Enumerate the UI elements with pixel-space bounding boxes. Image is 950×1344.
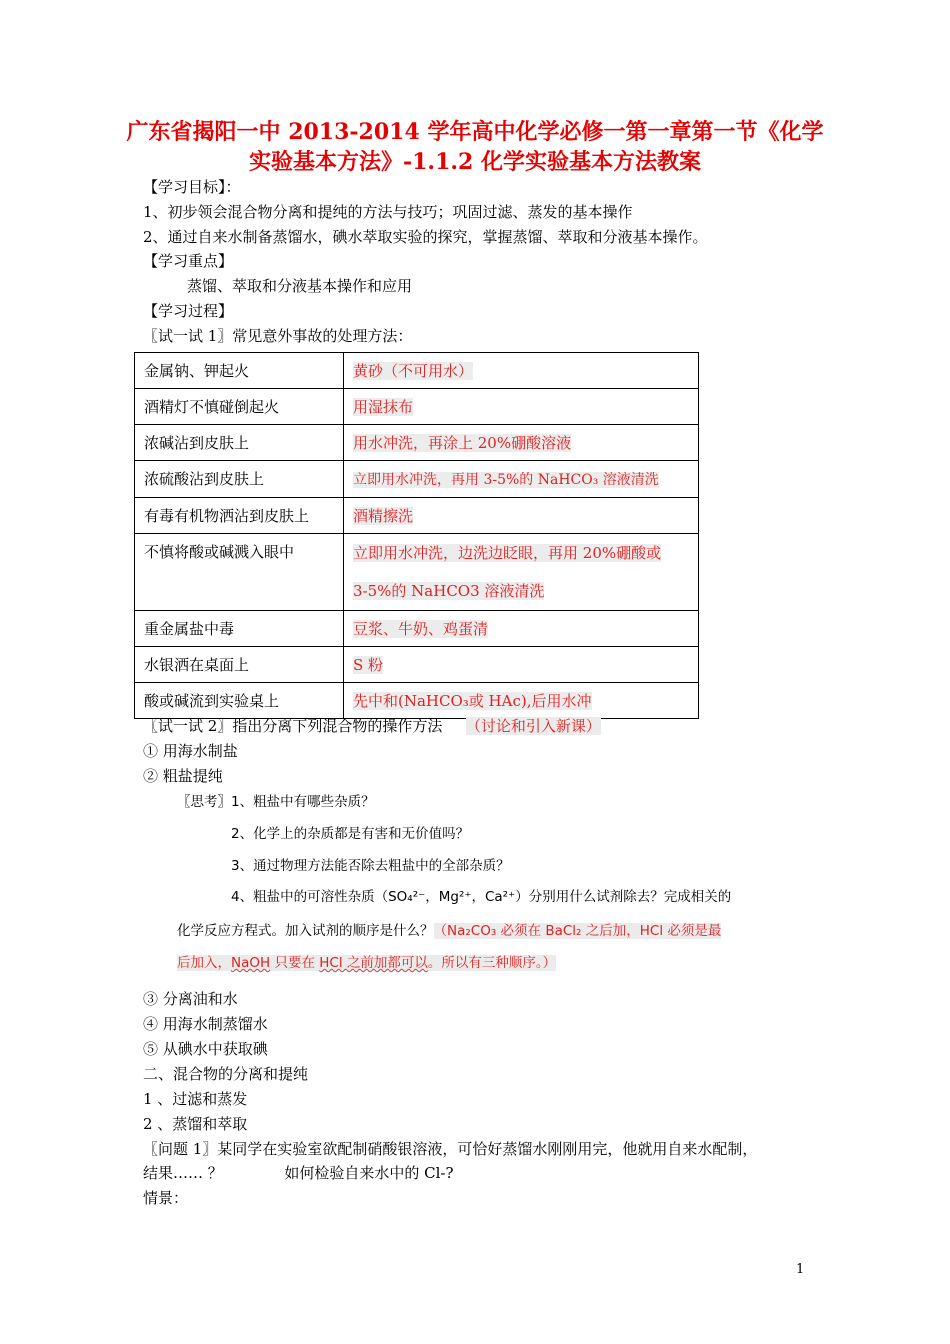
- page-number: 1: [796, 1262, 805, 1277]
- table-row: [135, 461, 699, 498]
- document-title: [120, 117, 830, 177]
- think-question: 2、化学上的杂质都是有害和无价值吗？: [231, 826, 470, 842]
- focus-text: 蒸馏、萃取和分液基本操作和应用: [187, 277, 413, 295]
- think-answer-part: HCl 之前加都可以: [319, 955, 428, 971]
- think-answer-part: NaOH: [231, 955, 271, 971]
- title-line-1: 广东省揭阳一中 2013-2014 学年高中化学必修一第一章第一节《化学: [126, 119, 824, 145]
- think-answer-line: [177, 920, 721, 942]
- list-item: ④ 用海水制蒸馏水: [143, 1015, 268, 1033]
- list-item: ③ 分离油和水: [143, 990, 238, 1008]
- scenario-label: 情景：: [143, 1189, 189, 1207]
- answer-cell: 用湿抹布: [353, 398, 414, 416]
- objective-item: 2、通过自来水制备蒸馏水，碘水萃取实验的探究，掌握蒸馏、萃取和分液基本操作。: [143, 228, 708, 246]
- answer-cell: 用水冲洗，再涂上 20%硼酸溶液: [353, 434, 572, 452]
- accident-cell: 不慎将酸或碱溅入眼中: [144, 543, 295, 561]
- objective-item: 1、初步领会混合物分离和提纯的方法与技巧；巩固过滤、蒸发的基本操作: [143, 203, 633, 221]
- accident-cell: 酸或碱流到实验桌上: [144, 692, 280, 710]
- think-answer-part: 后加入，: [177, 955, 231, 971]
- table-row: [135, 353, 699, 389]
- table-row: [135, 683, 699, 719]
- answer-cell: 豆浆、牛奶、鸡蛋清: [353, 620, 489, 638]
- section-subheading: 2 、蒸馏和萃取: [143, 1115, 248, 1133]
- try2-item: ② 粗盐提纯: [143, 767, 223, 785]
- try2-note: （讨论和引入新课）: [465, 717, 601, 735]
- accident-cell: 重金属盐中毒: [144, 620, 235, 638]
- accident-cell: 金属钠、钾起火: [144, 362, 250, 380]
- think-question: 4、粗盐中的可溶性杂质（SO₄²⁻，Mg²⁺，Ca²⁺）分别用什么试剂除去？完成相关的: [231, 889, 732, 905]
- try2-item: ① 用海水制盐: [143, 742, 238, 760]
- problem-question: 如何检验自来水中的 Cl-?: [284, 1164, 454, 1182]
- accident-cell: 浓碱沾到皮肤上: [144, 434, 250, 452]
- accident-cell: 有毒有机物洒沾到皮肤上: [144, 507, 310, 525]
- answer-cell: 立即用水冲洗，再用 3-5%的 NaHCO₃ 溶液清洗: [353, 472, 659, 488]
- think-question-continued: 化学反应方程式。加入试剂的顺序是什么？: [177, 923, 434, 939]
- problem-line: 〖问题 1〗某同学在实验室欲配制硝酸银溶液，可恰好蒸馏水刚刚用完，他就用自来水配制，: [143, 1140, 758, 1158]
- table-row: [135, 425, 699, 461]
- title-line-2: 实验基本方法》-1.1.2 化学实验基本方法教案: [248, 149, 702, 175]
- try2-line: [143, 715, 601, 737]
- answer-cell-continued: 3-5%的 NaHCO3 溶液清洗: [353, 582, 545, 600]
- answer-cell: 立即用水冲洗，边洗边眨眼，再用 20%硼酸或: [353, 544, 662, 562]
- table-row: [135, 647, 699, 683]
- accident-table: [134, 352, 699, 719]
- problem-text: 结果…… ？: [143, 1164, 223, 1182]
- list-item: ⑤ 从碘水中获取碘: [143, 1040, 268, 1058]
- think-question: 〖思考〗1、粗盐中有哪些杂质？: [177, 794, 375, 810]
- answer-cell: 酒精擦洗: [353, 507, 414, 525]
- answer-cell: 先中和(NaHCO₃或 HAc),后用水冲: [353, 692, 592, 710]
- try2-heading: 〖试一试 2〗指出分离下列混合物的操作方法: [143, 717, 443, 735]
- answer-cell: 黄砂（不可用水）: [353, 362, 474, 380]
- accident-cell: 水银洒在桌面上: [144, 656, 250, 674]
- try1-heading: 〖试一试 1〗常见意外事故的处理方法：: [143, 327, 413, 345]
- think-answer-part: 。所以有三种顺序。）: [427, 955, 557, 971]
- section-heading: 二、混合物的分离和提纯: [143, 1065, 309, 1083]
- table-row: [135, 389, 699, 425]
- process-heading: 【学习过程】: [143, 302, 234, 320]
- table-row: [135, 611, 699, 647]
- objectives-heading: 【学习目标】：: [143, 178, 241, 196]
- section-subheading: 1 、过滤和蒸发: [143, 1090, 248, 1108]
- focus-heading: 【学习重点】: [143, 252, 234, 270]
- accident-cell: 酒精灯不慎碰倒起火: [144, 398, 280, 416]
- table-row: [135, 498, 699, 534]
- accident-cell: 浓硫酸沾到皮肤上: [144, 470, 265, 488]
- table-row: [135, 534, 699, 611]
- answer-cell: S 粉: [353, 656, 384, 674]
- think-answer-part: 只要在: [270, 955, 320, 971]
- think-answer-line: [177, 952, 556, 974]
- think-answer: （Na₂CO₃ 必须在 BaCl₂ 之后加，HCl 必须是最: [433, 923, 722, 939]
- problem-line: [143, 1162, 454, 1184]
- think-question: 3、通过物理方法能否除去粗盐中的全部杂质？: [231, 858, 510, 874]
